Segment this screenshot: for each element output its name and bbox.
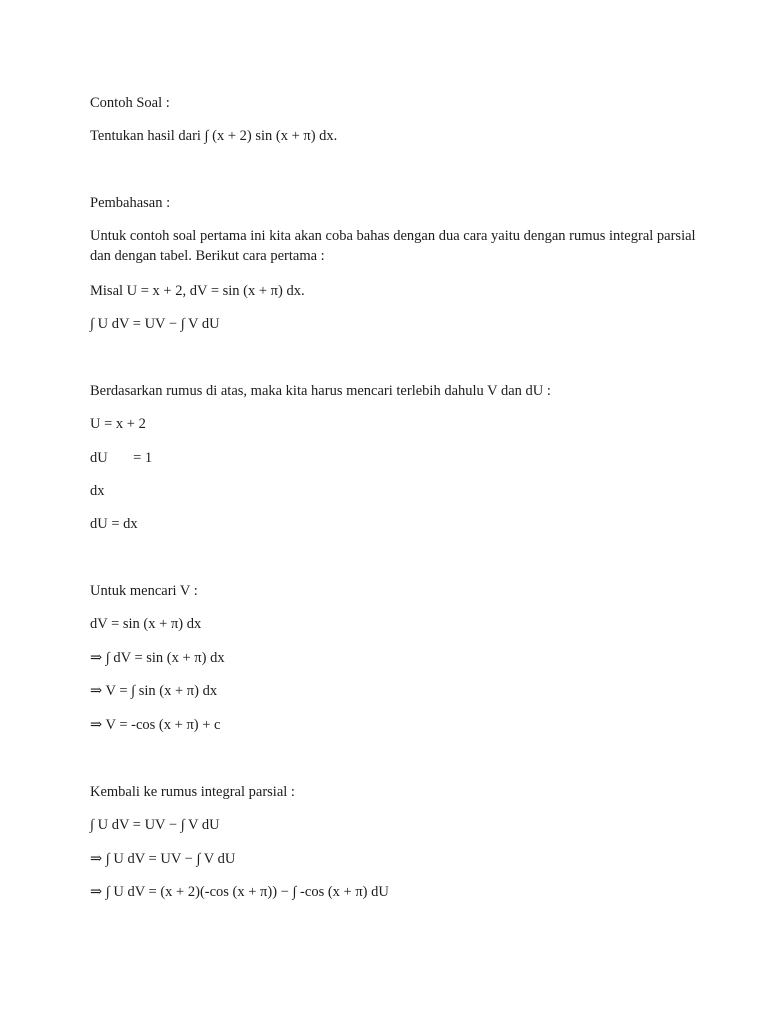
intro-paragraph: Untuk contoh soal pertama ini kita akan coba bahas dengan dua cara yaitu dengan rumus integral parsial dan dengan tabel. Berikut cara pertama : bbox=[90, 228, 696, 264]
formula-step: ⇒ ∫ U dV = UV − ∫ V dU bbox=[90, 851, 236, 867]
equation-integral-dv: ⇒ ∫ dV = sin (x + π) dx bbox=[90, 650, 225, 666]
heading-mencari-v: Untuk mencari V : bbox=[90, 583, 198, 599]
equation-du-numerator: dU = 1 bbox=[90, 450, 153, 466]
formula-repeat: ∫ U dV = UV − ∫ V dU bbox=[90, 817, 220, 833]
heading-pembahasan: Pembahasan : bbox=[90, 195, 171, 211]
formula-substituted: ⇒ ∫ U dV = (x + 2)(-cos (x + π)) − ∫ -cos (x + π) dU bbox=[90, 884, 389, 900]
heading-kembali: Kembali ke rumus integral parsial : bbox=[90, 784, 295, 800]
equation-v-integral: ⇒ V = ∫ sin (x + π) dx bbox=[90, 683, 218, 699]
equation-du: dU = dx bbox=[90, 516, 138, 532]
formula-line: ∫ U dV = UV − ∫ V dU bbox=[90, 316, 220, 332]
substitution-line: Misal U = x + 2, dV = sin (x + π) dx. bbox=[90, 283, 305, 299]
problem-statement: Tentukan hasil dari ∫ (x + 2) sin (x + π) dx. bbox=[90, 128, 338, 144]
equation-v-result: ⇒ V = -cos (x + π) + c bbox=[90, 717, 221, 733]
heading-contoh-soal: Contoh Soal : bbox=[90, 95, 170, 111]
paragraph-rumus: Berdasarkan rumus di atas, maka kita harus mencari terlebih dahulu V dan dU : bbox=[90, 383, 551, 399]
equation-u: U = x + 2 bbox=[90, 416, 146, 432]
equation-dv: dV = sin (x + π) dx bbox=[90, 616, 202, 632]
equation-du-denominator: dx bbox=[90, 483, 105, 499]
